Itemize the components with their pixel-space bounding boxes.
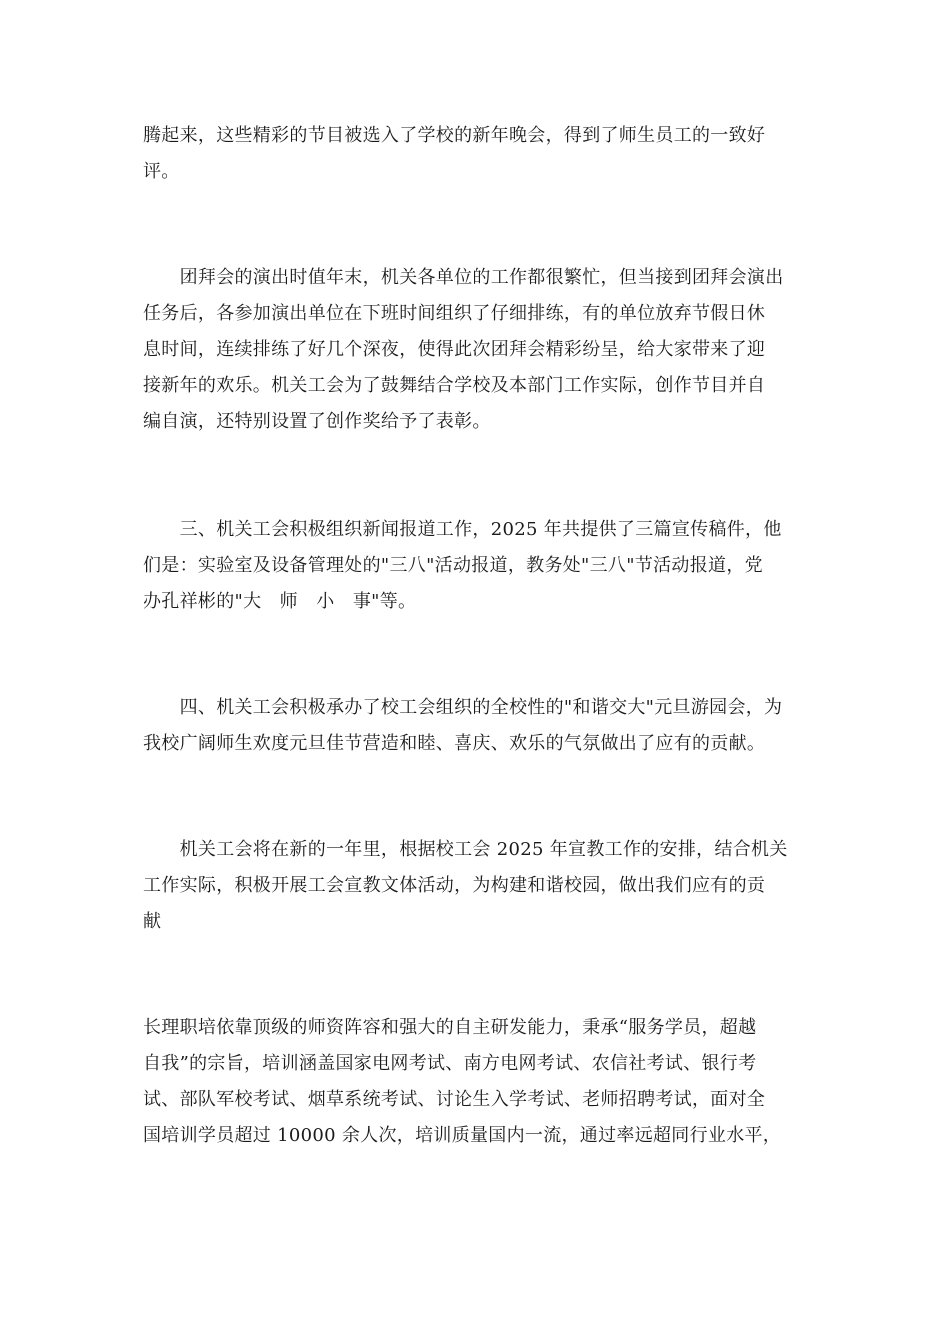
text-line: 我校广阔师生欢度元旦佳节营造和睦、喜庆、欢乐的气氛做出了应有的贡献。 — [143, 733, 766, 754]
paragraph-news-reporting — [143, 512, 813, 620]
paragraph-new-year-gathering — [143, 260, 813, 440]
paragraph-training-promo — [143, 1010, 813, 1154]
text-line: 献 — [143, 911, 162, 932]
text-line: 腾起来，这些精彩的节目被选入了学校的新年晚会，得到了师生员工的一致好 — [143, 125, 766, 146]
text-line: 任务后，各参加演出单位在下班时间组织了仔细排练，有的单位放弃节假日休 — [143, 303, 766, 324]
paragraph-future-plan — [143, 832, 813, 940]
text-line: 自我”的宗旨，培训涵盖国家电网考试、南方电网考试、农信社考试、银行考 — [143, 1053, 757, 1074]
text-line: 长理职培依靠顶级的师资阵容和强大的自主研发能力，秉承“服务学员，超越 — [143, 1017, 757, 1038]
text-line: 机关工会将在新的一年里，根据校工会 2025 年宣教工作的安排，结合机关 — [143, 839, 788, 860]
text-line: 国培训学员超过 10000 余人次，培训质量国内一流，通过率远超同行业水平， — [143, 1125, 782, 1146]
text-line: 息时间，连续排练了好几个深夜，使得此次团拜会精彩纷呈，给大家带来了迎 — [143, 339, 766, 360]
text-line: 评。 — [143, 161, 180, 182]
text-line: 编自演，还特别设置了创作奖给予了表彰。 — [143, 411, 491, 432]
text-line: 三、机关工会积极组织新闻报道工作，2025 年共提供了三篇宣传稿件，他 — [143, 519, 782, 540]
text-line: 们是：实验室及设备管理处的"三八"活动报道，教务处"三八"节活动报道，党 — [143, 555, 763, 576]
text-line: 接新年的欢乐。机关工会为了鼓舞结合学校及本部门工作实际，创作节目并自 — [143, 375, 766, 396]
text-line: 工作实际，积极开展工会宣教文体活动，为构建和谐校园，做出我们应有的贡 — [143, 875, 766, 896]
text-line: 四、机关工会积极承办了校工会组织的全校性的"和谐交大"元旦游园会，为 — [143, 697, 783, 718]
paragraph-garden-party — [143, 690, 813, 762]
text-line: 办孔祥彬的"大 师 小 事"等。 — [143, 591, 417, 612]
paragraph-continuation — [143, 118, 813, 190]
text-line: 团拜会的演出时值年末，机关各单位的工作都很繁忙，但当接到团拜会演出 — [143, 267, 784, 288]
text-line: 试、部队军校考试、烟草系统考试、讨论生入学考试、老师招聘考试，面对全 — [143, 1089, 766, 1110]
